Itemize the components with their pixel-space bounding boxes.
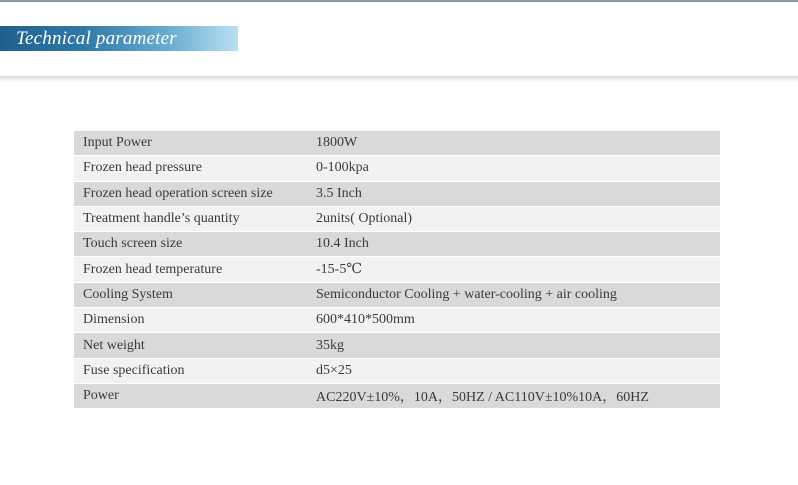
row-value: 2units( Optional) [316,206,720,231]
row-label: Treatment handle’s quantity [74,206,316,231]
row-label: Net weight [74,333,316,358]
row-label: Fuse specification [74,358,316,383]
row-value: -15-5℃ [316,257,720,282]
row-label: Frozen head operation screen size [74,181,316,206]
table-row [74,257,720,282]
table-row [74,282,720,307]
section-title: Technical parameter [16,28,177,49]
header-divider [0,76,798,83]
table-row [74,156,720,181]
row-value: 3.5 Inch [316,181,720,206]
row-value: 1800W [316,131,720,156]
table-row [74,131,720,156]
row-value: d5×25 [316,358,720,383]
row-label: Power [74,383,316,408]
top-border [0,0,798,2]
row-label: Touch screen size [74,232,316,257]
row-label: Input Power [74,131,316,156]
table-row [74,383,720,408]
row-label: Cooling System [74,282,316,307]
spec-table [74,131,720,409]
row-value: AC220V±10%，10A，50HZ / AC110V±10%10A，60HZ [316,383,720,408]
row-value: 0-100kpa [316,156,720,181]
table-row [74,232,720,257]
table-row [74,308,720,333]
row-value: 35kg [316,333,720,358]
table-row [74,181,720,206]
row-label: Frozen head pressure [74,156,316,181]
table-row [74,358,720,383]
row-value: 10.4 Inch [316,232,720,257]
row-value: 600*410*500mm [316,308,720,333]
section-banner [0,26,238,51]
row-value: Semiconductor Cooling + water-cooling + air cooling [316,282,720,307]
table-row [74,333,720,358]
row-label: Dimension [74,308,316,333]
table-row [74,206,720,231]
row-label: Frozen head temperature [74,257,316,282]
